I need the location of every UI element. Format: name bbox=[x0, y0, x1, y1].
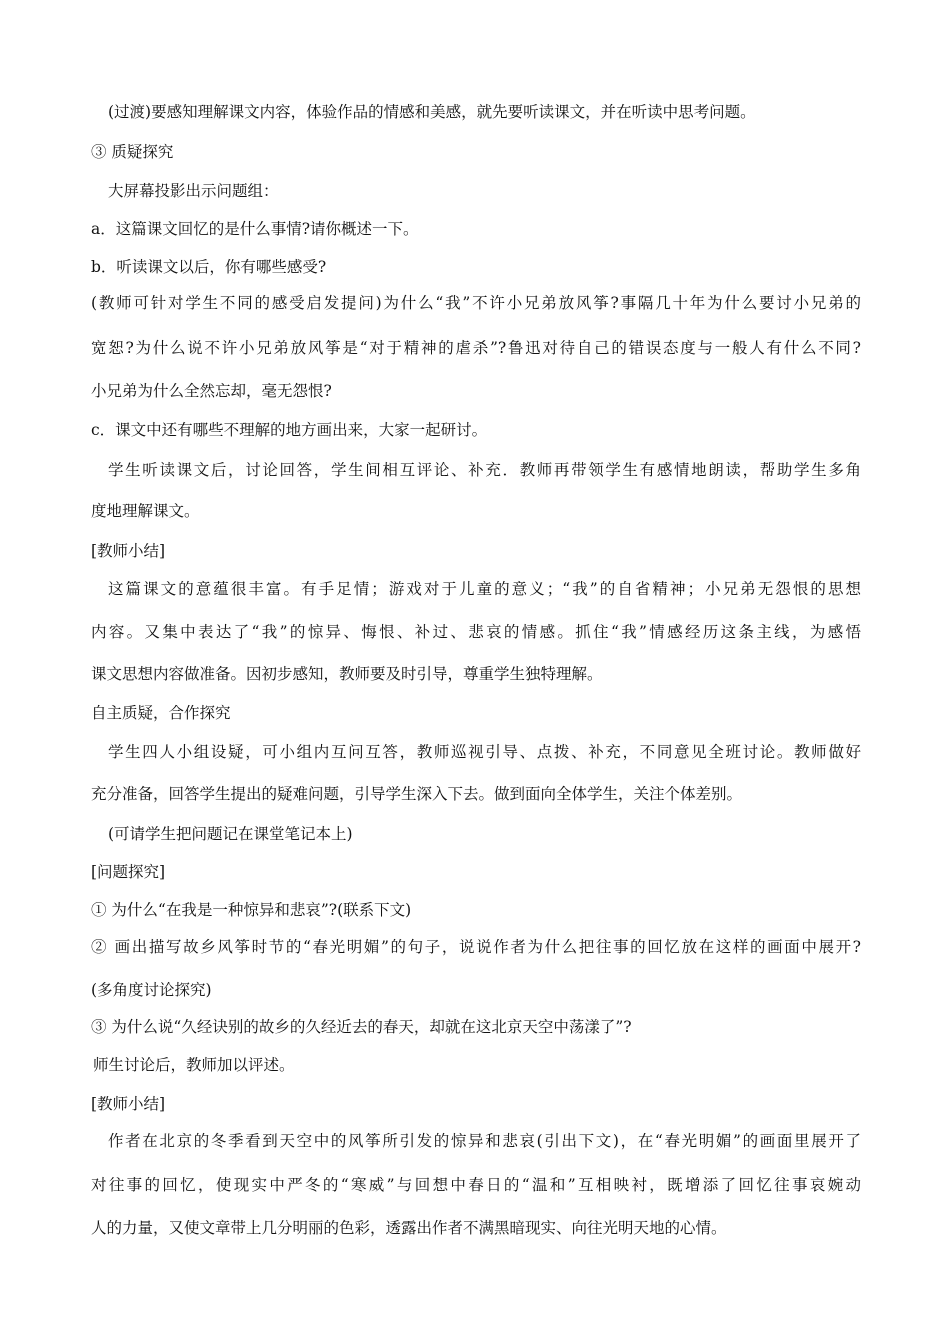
question-b: b．听读课文以后，你有哪些感受? bbox=[91, 258, 327, 276]
projection-intro: 大屏幕投影出示问题组： bbox=[108, 182, 279, 200]
problem-2-line-2: (多角度讨论探究) bbox=[91, 981, 212, 999]
student-activity-line-2: 度地理解课文。 bbox=[91, 502, 200, 520]
group-activity-line-1: 学生四人小组设疑，可小组内互问互答，教师巡视引导、点拨、补充，不同意见全班讨论。教师做好 bbox=[108, 743, 861, 761]
summary-2-line-3: 人的力量，又使文章带上几分明丽的色彩，透露出作者不满黑暗现实、向往光明天地的心情。 bbox=[91, 1219, 727, 1237]
summary-1-line-2: 内容。又集中表达了“我”的惊异、悔恨、补过、悲哀的情感。抓住“我”情感经历这条主线，为感悟 bbox=[91, 623, 861, 641]
summary-1-line-3: 课文思想内容做准备。因初步感知，教师要及时引导，尊重学生独特理解。 bbox=[91, 665, 603, 683]
transition-paragraph: (过渡)要感知理解课文内容，体验作品的情感和美感，就先要听读课文，并在听读中思考问题。 bbox=[108, 103, 756, 121]
question-c: c．课文中还有哪些不理解的地方画出来，大家一起研讨。 bbox=[91, 421, 488, 439]
problem-1: ① 为什么“在我是一种惊异和悲哀”?(联系下文) bbox=[91, 901, 412, 919]
summary-1-line-1: 这篇课文的意蕴很丰富。有手足情；游戏对于儿童的意义；“我”的自省精神；小兄弟无怨恨的思想 bbox=[108, 580, 861, 598]
group-activity-line-2: 充分准备，回答学生提出的疑难问题，引导学生深入下去。做到面向全体学生，关注个体差别。 bbox=[91, 785, 743, 803]
teacher-prompt-line-3: 小兄弟为什么全然忘却，毫无怨恨? bbox=[91, 382, 332, 400]
problem-exploration-label: [问题探究] bbox=[91, 863, 166, 881]
teacher-prompt-line-2: 宽恕?为什么说不许小兄弟放风筝是“对于精神的虐杀”?鲁迅对待自己的错误态度与一般人有什么不同? bbox=[91, 339, 861, 357]
discussion-note: 师生讨论后，教师加以评述。 bbox=[93, 1056, 295, 1074]
section-heading-self-questioning: 自主质疑，合作探究 bbox=[91, 704, 231, 722]
notebook-note: (可请学生把问题记在课堂笔记本上) bbox=[108, 825, 353, 843]
problem-3: ③ 为什么说“久经诀别的故乡的久经近去的春天，却就在这北京天空中荡漾了”? bbox=[91, 1018, 632, 1036]
teacher-summary-label-1: [教师小结] bbox=[91, 542, 166, 560]
section-heading-questioning: ③ 质疑探究 bbox=[91, 143, 174, 161]
question-a: a．这篇课文回忆的是什么事情?请你概述一下。 bbox=[91, 220, 419, 238]
problem-2-line-1: ② 画出描写故乡风筝时节的“春光明媚”的句子，说说作者为什么把往事的回忆放在这样的画面中展开? bbox=[91, 938, 861, 956]
student-activity-line-1: 学生听读课文后，讨论回答，学生间相互评论、补充．教师再带领学生有感情地朗读，帮助学生多角 bbox=[108, 461, 861, 479]
summary-2-line-1: 作者在北京的冬季看到天空中的风筝所引发的惊异和悲哀(引出下文)，在“春光明媚”的画面里展开了 bbox=[108, 1132, 861, 1150]
teacher-summary-label-2: [教师小结] bbox=[91, 1095, 166, 1113]
summary-2-line-2: 对往事的回忆，使现实中严冬的“寒威”与回想中春日的“温和”互相映衬，既增添了回忆往事哀婉动 bbox=[91, 1176, 861, 1194]
teacher-prompt-line-1: (教师可针对学生不同的感受启发提问)为什么“我”不许小兄弟放风筝?事隔几十年为什么要讨小兄弟的 bbox=[91, 294, 861, 312]
